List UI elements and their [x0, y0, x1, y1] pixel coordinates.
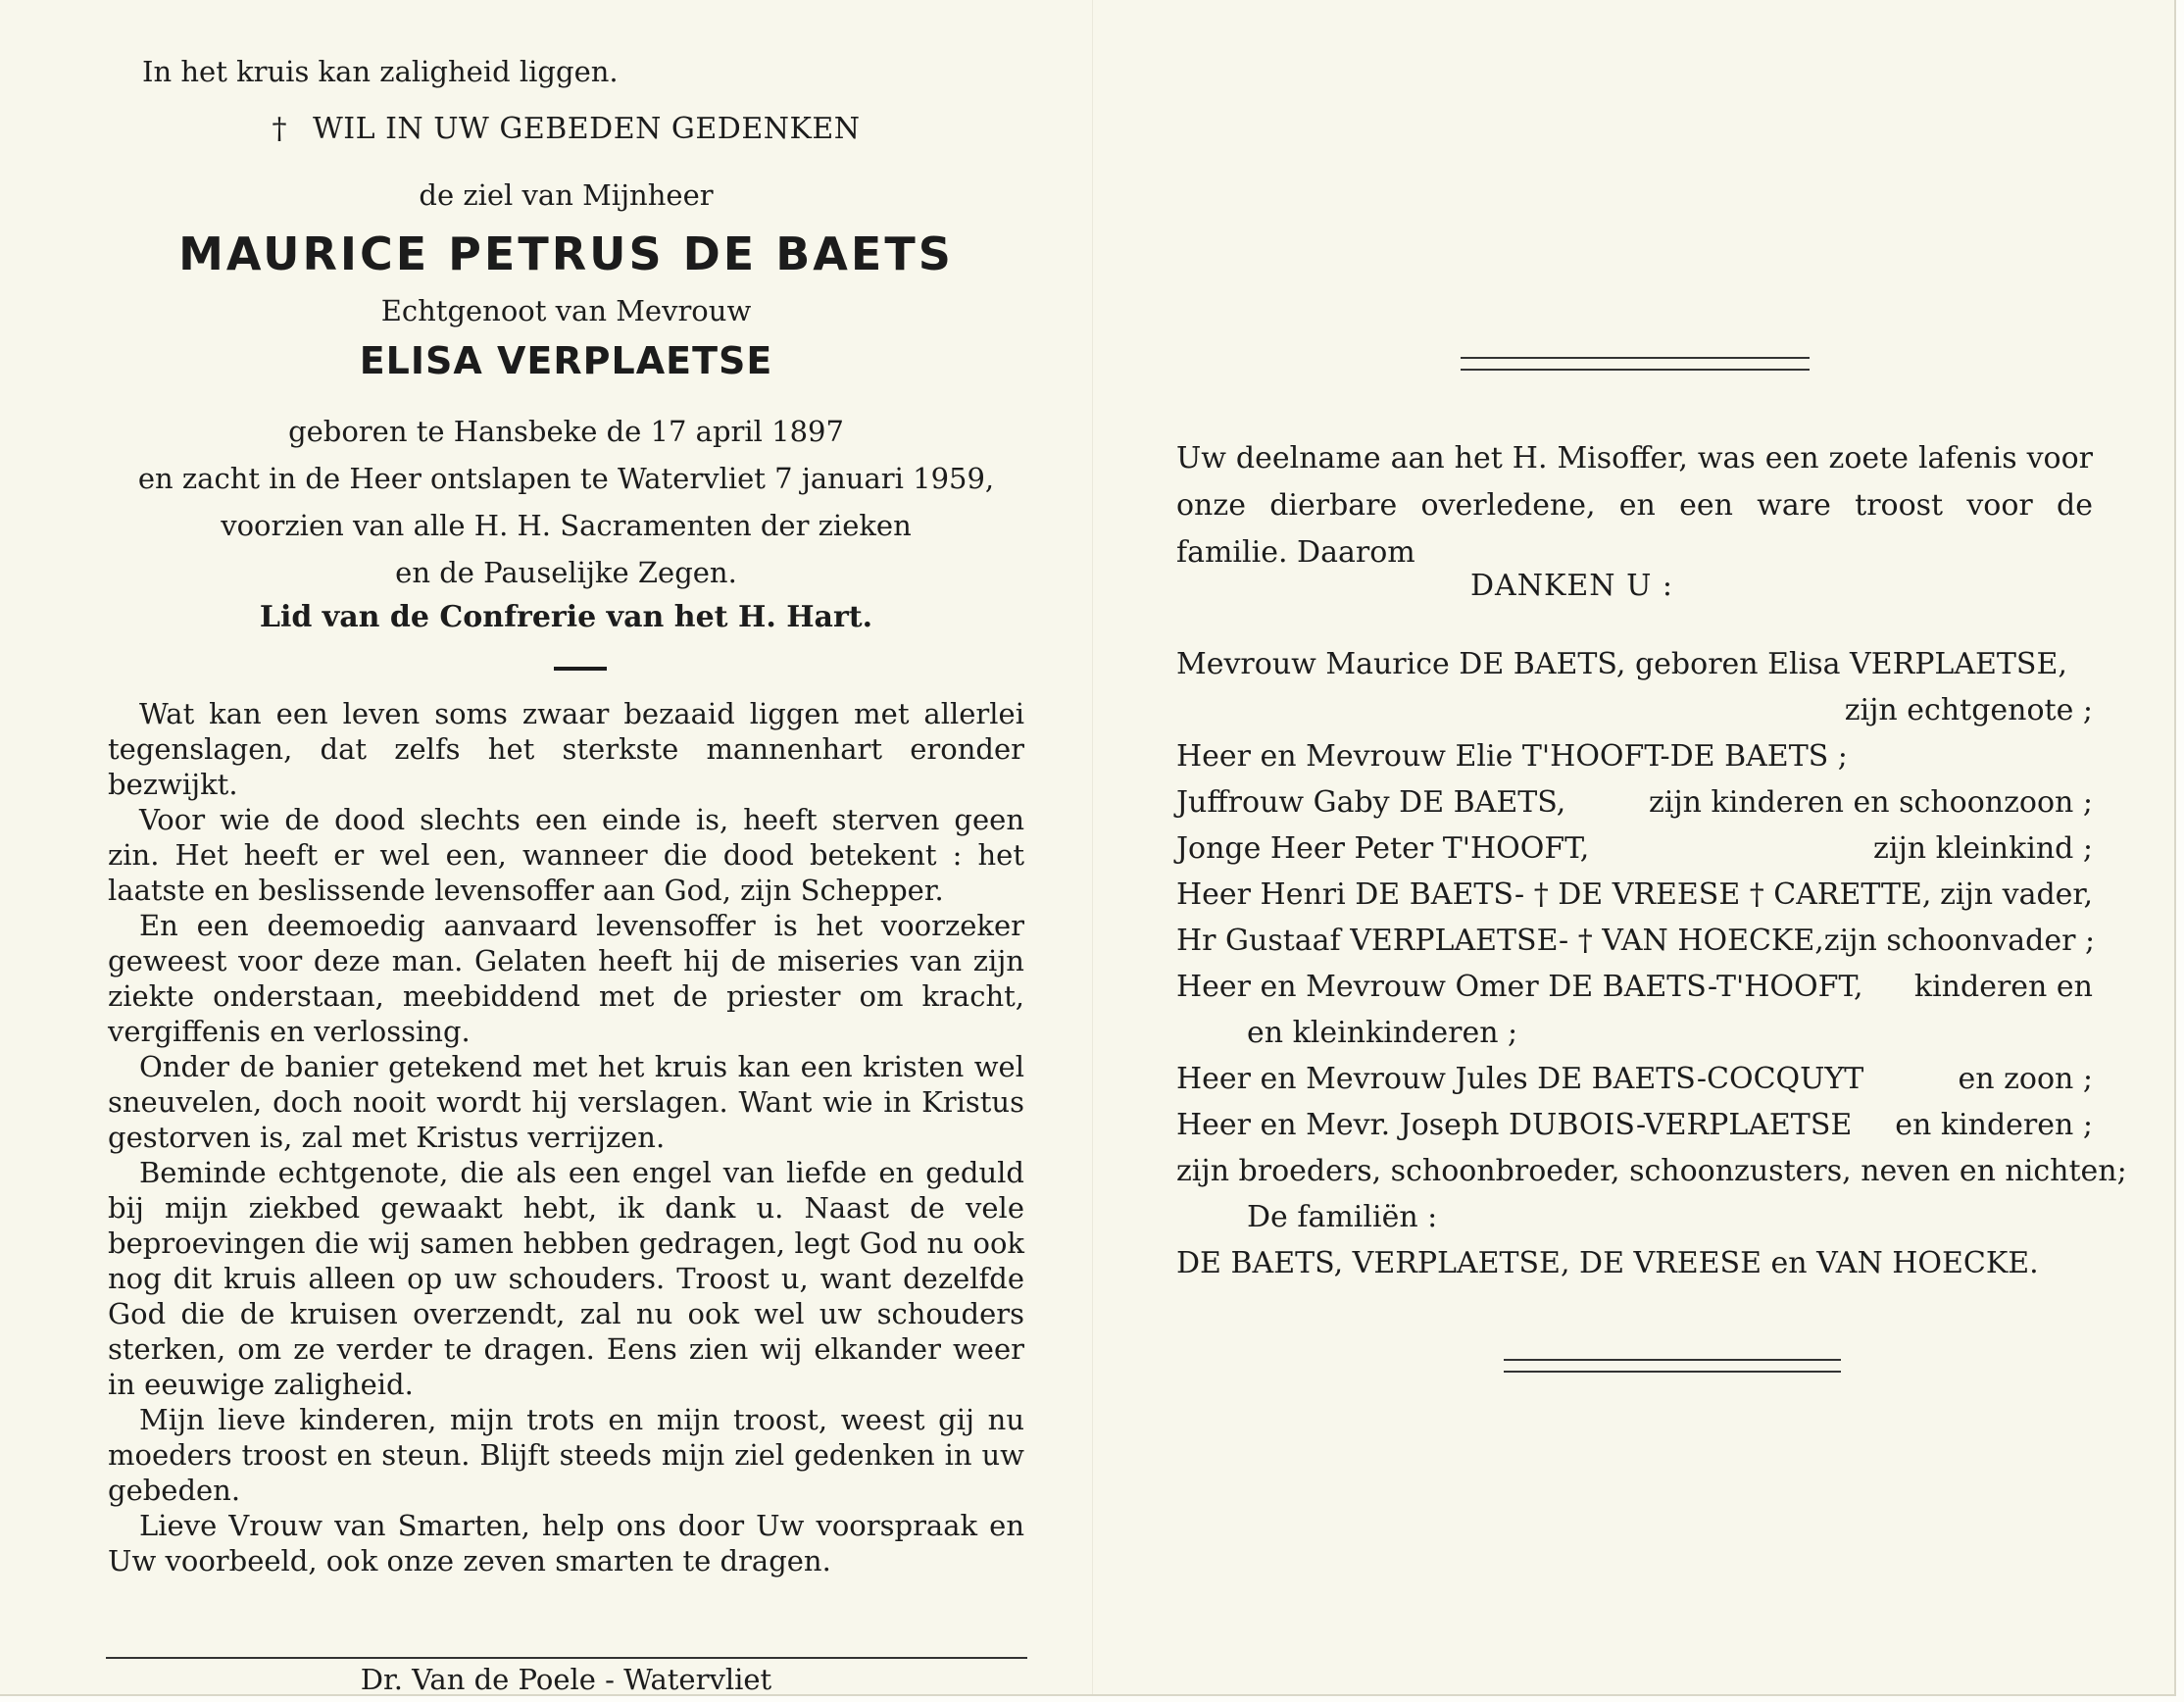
spouse-name: ELISA VERPLAETSE — [359, 339, 773, 382]
family-name: Jonge Heer Peter T'HOOFT, — [1176, 831, 1590, 866]
family-row — [1176, 1056, 2093, 1102]
families-list: DE BAETS, VERPLAETSE, DE VREESE en VAN HOECKE. — [1176, 1246, 2039, 1280]
prose-paragraph: Beminde echtgenote, die als een engel van liefde en geduld bij mijn ziekbed gewaakt hebt, ik dank u. Naast de vele beproevingen die wij samen hebben gedragen, legt God nu ook nog dit kruis alleen op uw schouders. Troost u, want dezelfde God die de kruisen overzendt, zal nu ook wel uw schouders sterken, om ze verder te dragen. Eens zien wij elkander weer in eeuwige zaligheid. — [108, 1156, 1024, 1401]
deceased-name: MAURICE PETRUS DE BAETS — [178, 227, 954, 280]
prose-paragraph: Voor wie de dood slechts een einde is, heeft sterven geen zin. Het heeft er wel een, wanneer die dood betekent : het laatste en beslissende levensoffer aan God, zijn Schepper. — [108, 803, 1024, 907]
families-label: De familiën : — [1247, 1200, 1438, 1234]
family-relation: kinderen en — [1913, 970, 2093, 1004]
family-name: Mevrouw Maurice DE BAETS, geboren Elisa VERPLAETSE, — [1176, 647, 2067, 681]
intro-verse: In het kruis kan zaligheid liggen. — [142, 55, 619, 88]
danken-heading: DANKEN U : — [1470, 569, 1673, 603]
prose-paragraph: Mijn lieve kinderen, mijn trots en mijn troost, weest gij nu moeders troost en steun. Blijft steeds mijn ziel gedenken in uw gebeden. — [108, 1403, 1024, 1507]
soul-line: de ziel van Mijnheer — [419, 178, 714, 212]
spouse-intro: Echtgenoot van Mevrouw — [380, 294, 752, 327]
family-name: Heer Henri DE BAETS- † DE VREESE † CARETTE, — [1176, 877, 1932, 912]
printer-credit: Dr. Van de Poele - Watervliet — [360, 1663, 772, 1696]
cross-icon: † — [272, 112, 287, 146]
double-separator — [1461, 357, 1810, 371]
family-relation: zijn kinderen en schoonzoon ; — [1648, 785, 2093, 820]
prose-text — [108, 696, 1024, 1578]
family-row — [1176, 733, 2093, 779]
family-name: Juffrouw Gaby DE BAETS, — [1176, 785, 1566, 820]
bio-line: en zacht in de Heer ontslapen te Watervliet 7 januari 1959, — [137, 462, 995, 495]
family-row — [1176, 826, 2093, 872]
thanks-text: Uw deelname aan het H. Misoffer, was een zoete lafenis voor onze dierbare overledene, en een ware troost voor de familie. Daarom — [1176, 441, 2093, 570]
family-name: Heer en Mevrouw Elie T'HOOFT-DE BAETS ; — [1176, 739, 1848, 774]
family-row — [1176, 964, 2093, 1010]
family-relation: zijn echtgenote ; — [1844, 693, 2093, 727]
fold-line — [1092, 0, 1093, 1694]
family-name: Heer en Mevrouw Omer DE BAETS-T'HOOFT, — [1176, 970, 1863, 1004]
family-relation: zijn schoonvader ; — [1823, 924, 2096, 958]
family-row — [1176, 1102, 2093, 1148]
separator — [106, 1657, 1027, 1659]
family-row — [1176, 918, 2096, 964]
family-list — [1176, 641, 2127, 1286]
bio-line: en de Pauselijke Zegen. — [395, 556, 737, 589]
prayer-heading-text: WIL IN UW GEBEDEN GEDENKEN — [312, 112, 861, 146]
family-name: Heer en Mevr. Joseph DUBOIS-VERPLAETSE — [1176, 1108, 1853, 1142]
family-row — [1176, 872, 2093, 918]
family-relation: zijn broeders, schoonbroeder, schoonzusters, neven en nichten; — [1176, 1154, 2127, 1188]
biography — [108, 408, 1024, 596]
confrerie-line: Lid van de Confrerie van het H. Hart. — [259, 600, 873, 634]
family-name: Hr Gustaaf VERPLAETSE- † VAN HOECKE, — [1176, 924, 1824, 958]
family-row — [1176, 687, 2093, 733]
family-row — [1176, 779, 2093, 826]
family-relation: zijn vader, — [1940, 877, 2093, 912]
bio-line: geboren te Hansbeke de 17 april 1897 — [288, 415, 844, 448]
family-row — [1176, 1148, 2127, 1194]
prose-paragraph: En een deemoedig aanvaard levensoffer is het voorzeker geweest voor deze man. Gelaten heeft hij de miseries van zijn ziekte onderstaan, meebiddend met de priester om kracht, vergiffenis en verlossing. — [108, 909, 1024, 1048]
family-relation: en kinderen ; — [1895, 1108, 2093, 1142]
prose-paragraph: Onder de banier getekend met het kruis kan een kristen wel sneuvelen, doch nooit wordt hij verslagen. Want wie in Kristus gestorven is, zal met Kristus verrijzen. — [108, 1050, 1024, 1154]
family-row — [1176, 1194, 2093, 1240]
family-relation: en kleinkinderen ; — [1247, 1016, 1518, 1050]
family-row — [1176, 641, 2093, 687]
bio-line: voorzien van alle H. H. Sacramenten der zieken — [221, 509, 912, 542]
prose-paragraph: Wat kan een leven soms zwaar bezaaid liggen met allerlei tegenslagen, dat zelfs het sterkste mannenhart eronder bezwijkt. — [108, 697, 1024, 801]
family-name: Heer en Mevrouw Jules DE BAETS-COCQUYT — [1176, 1062, 1864, 1096]
family-row — [1176, 1010, 2093, 1056]
prose-paragraph: Lieve Vrouw van Smarten, help ons door Uw voorspraak en Uw voorbeeld, ook onze zeven smarten te dragen. — [108, 1509, 1024, 1577]
prayer-heading — [108, 112, 1024, 146]
separator — [554, 667, 607, 671]
family-relation: zijn kleinkind ; — [1873, 831, 2093, 866]
family-relation: en zoon ; — [1958, 1062, 2093, 1096]
family-row — [1176, 1240, 2093, 1286]
double-separator — [1504, 1359, 1841, 1373]
